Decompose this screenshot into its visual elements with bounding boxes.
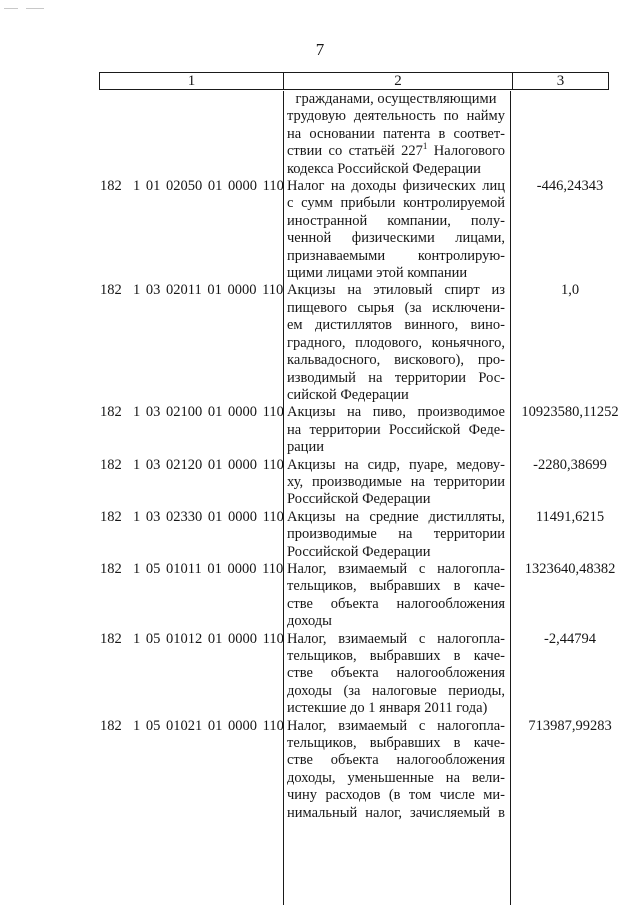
description-line: изводимый на территории Рос- xyxy=(287,369,505,386)
description-line: Налог на доходы физических лиц xyxy=(287,178,505,195)
description-line: кодекса Российской Федерации xyxy=(287,160,481,177)
description-line: на территории Российской Феде- xyxy=(287,421,505,438)
table-row xyxy=(0,509,640,561)
amount: -2280,38699 xyxy=(533,456,607,473)
row-description xyxy=(287,282,505,404)
table-row xyxy=(0,282,640,404)
amount: -446,24343 xyxy=(536,178,604,195)
amount: 11491,6215 xyxy=(535,508,605,525)
header-col-2: 2 xyxy=(284,73,513,89)
row-description xyxy=(287,509,505,561)
description-line: Российской Федерации xyxy=(287,491,431,508)
amount: 1323640,48382 xyxy=(524,560,616,577)
table-header xyxy=(99,72,609,90)
budget-code: 182 1 01 02050 01 0000 110 xyxy=(100,178,284,195)
description-line: производимые на территории xyxy=(287,526,505,543)
row-description xyxy=(287,404,505,456)
description-line: стве объекта налогообложения xyxy=(287,752,505,769)
description-line: на основании патента в соответ- xyxy=(287,125,505,142)
table-row xyxy=(0,718,640,822)
description-line: ем дистиллятов винного, вино- xyxy=(287,317,505,334)
row-description xyxy=(287,561,505,631)
description-line: стве объекта налогообложения xyxy=(287,595,505,612)
budget-code: 182 1 03 02120 01 0000 110 xyxy=(100,456,284,473)
description-line: Акцизы на пиво, производимое xyxy=(287,404,505,421)
amount: 1,0 xyxy=(560,282,580,299)
description-line: Акцизы на сидр, пуаре, медову- xyxy=(287,456,505,473)
table-row xyxy=(0,457,640,509)
description-line: щими лицами этой компании xyxy=(287,265,468,282)
budget-code: 182 1 03 02011 01 0000 110 xyxy=(100,282,284,299)
row-description xyxy=(287,457,505,509)
table-row xyxy=(0,404,640,456)
description-line: Акцизы на этиловый спирт из xyxy=(287,282,505,299)
description-line: Российской Федерации xyxy=(287,543,431,560)
row-description xyxy=(287,91,505,178)
description-line: Налог, взимаемый с налогопла- xyxy=(287,717,505,734)
scan-mark-mid xyxy=(26,8,44,9)
footnote-marker: 1 xyxy=(422,141,428,152)
header-col-3: 3 xyxy=(556,73,565,89)
table-row xyxy=(0,561,640,631)
budget-code: 182 1 05 01021 01 0000 110 xyxy=(100,717,284,734)
description-line: кальвадосного, вискового), про- xyxy=(287,352,505,369)
table-row xyxy=(0,631,640,718)
header-col-1: 1 xyxy=(100,73,284,89)
amount: -2,44794 xyxy=(544,630,596,647)
description-line: тельщиков, выбравших в каче- xyxy=(287,648,505,664)
description-line: с сумм прибыли контролируемой xyxy=(287,195,505,212)
description-line: доходы, уменьшенные на вели- xyxy=(287,769,505,786)
table-row xyxy=(0,178,640,282)
description-line: Акцизы на средние дистилляты, xyxy=(287,508,505,525)
description-line: градного, плодового, коньячного, xyxy=(287,334,505,351)
description-line: иностранной компании, полу- xyxy=(287,212,505,229)
budget-code: 182 1 03 02100 01 0000 110 xyxy=(100,404,284,421)
row-description xyxy=(287,178,505,282)
description-line: пищевого сырья (за исключени- xyxy=(287,299,505,316)
description-line: тельщиков, выбравших в каче- xyxy=(287,735,505,752)
description-line: стве объекта налогообложения xyxy=(287,665,505,682)
table-body xyxy=(0,91,640,822)
description-line: сийской Федерации xyxy=(287,386,409,403)
budget-code: 182 1 05 01012 01 0000 110 xyxy=(100,630,284,647)
description-line: ху, производимые на территории xyxy=(287,473,505,490)
page-number: 7 xyxy=(315,40,325,59)
scan-mark-left xyxy=(4,8,18,9)
budget-code: 182 1 05 01011 01 0000 110 xyxy=(100,560,284,577)
description-line: тельщиков, выбравших в каче- xyxy=(287,578,505,595)
description-line: Налог, взимаемый с налогопла- xyxy=(287,560,505,577)
description-line: нимальный налог, зачисляемый в xyxy=(287,804,505,821)
description-line: гражданами, осуществляющими xyxy=(295,91,497,107)
row-description xyxy=(287,718,505,822)
table-row xyxy=(0,91,640,178)
description-line: доходы xyxy=(287,613,332,630)
description-line: трудовую деятельность по найму xyxy=(287,108,505,125)
description-line-with-footnote xyxy=(287,143,505,160)
description-text: Налогового xyxy=(427,143,505,160)
description-line: ченной физическими лицами, xyxy=(287,230,505,247)
description-line: признаваемыми контролирую- xyxy=(287,247,505,264)
description-line: рации xyxy=(287,439,324,456)
description-line: истекшие до 1 января 2011 года) xyxy=(287,700,488,717)
budget-code: 182 1 03 02330 01 0000 110 xyxy=(100,508,284,525)
description-line: доходы (за налоговые периоды, xyxy=(287,682,505,699)
amount: 713987,99283 xyxy=(528,717,612,734)
row-description xyxy=(287,631,505,718)
description-line: чину расходов (в том числе ми- xyxy=(287,787,505,804)
description-text: ствии со статьёй 227 xyxy=(287,143,423,160)
description-line: Налог, взимаемый с налогопла- xyxy=(287,630,505,647)
amount: 10923580,11252 xyxy=(521,404,619,421)
